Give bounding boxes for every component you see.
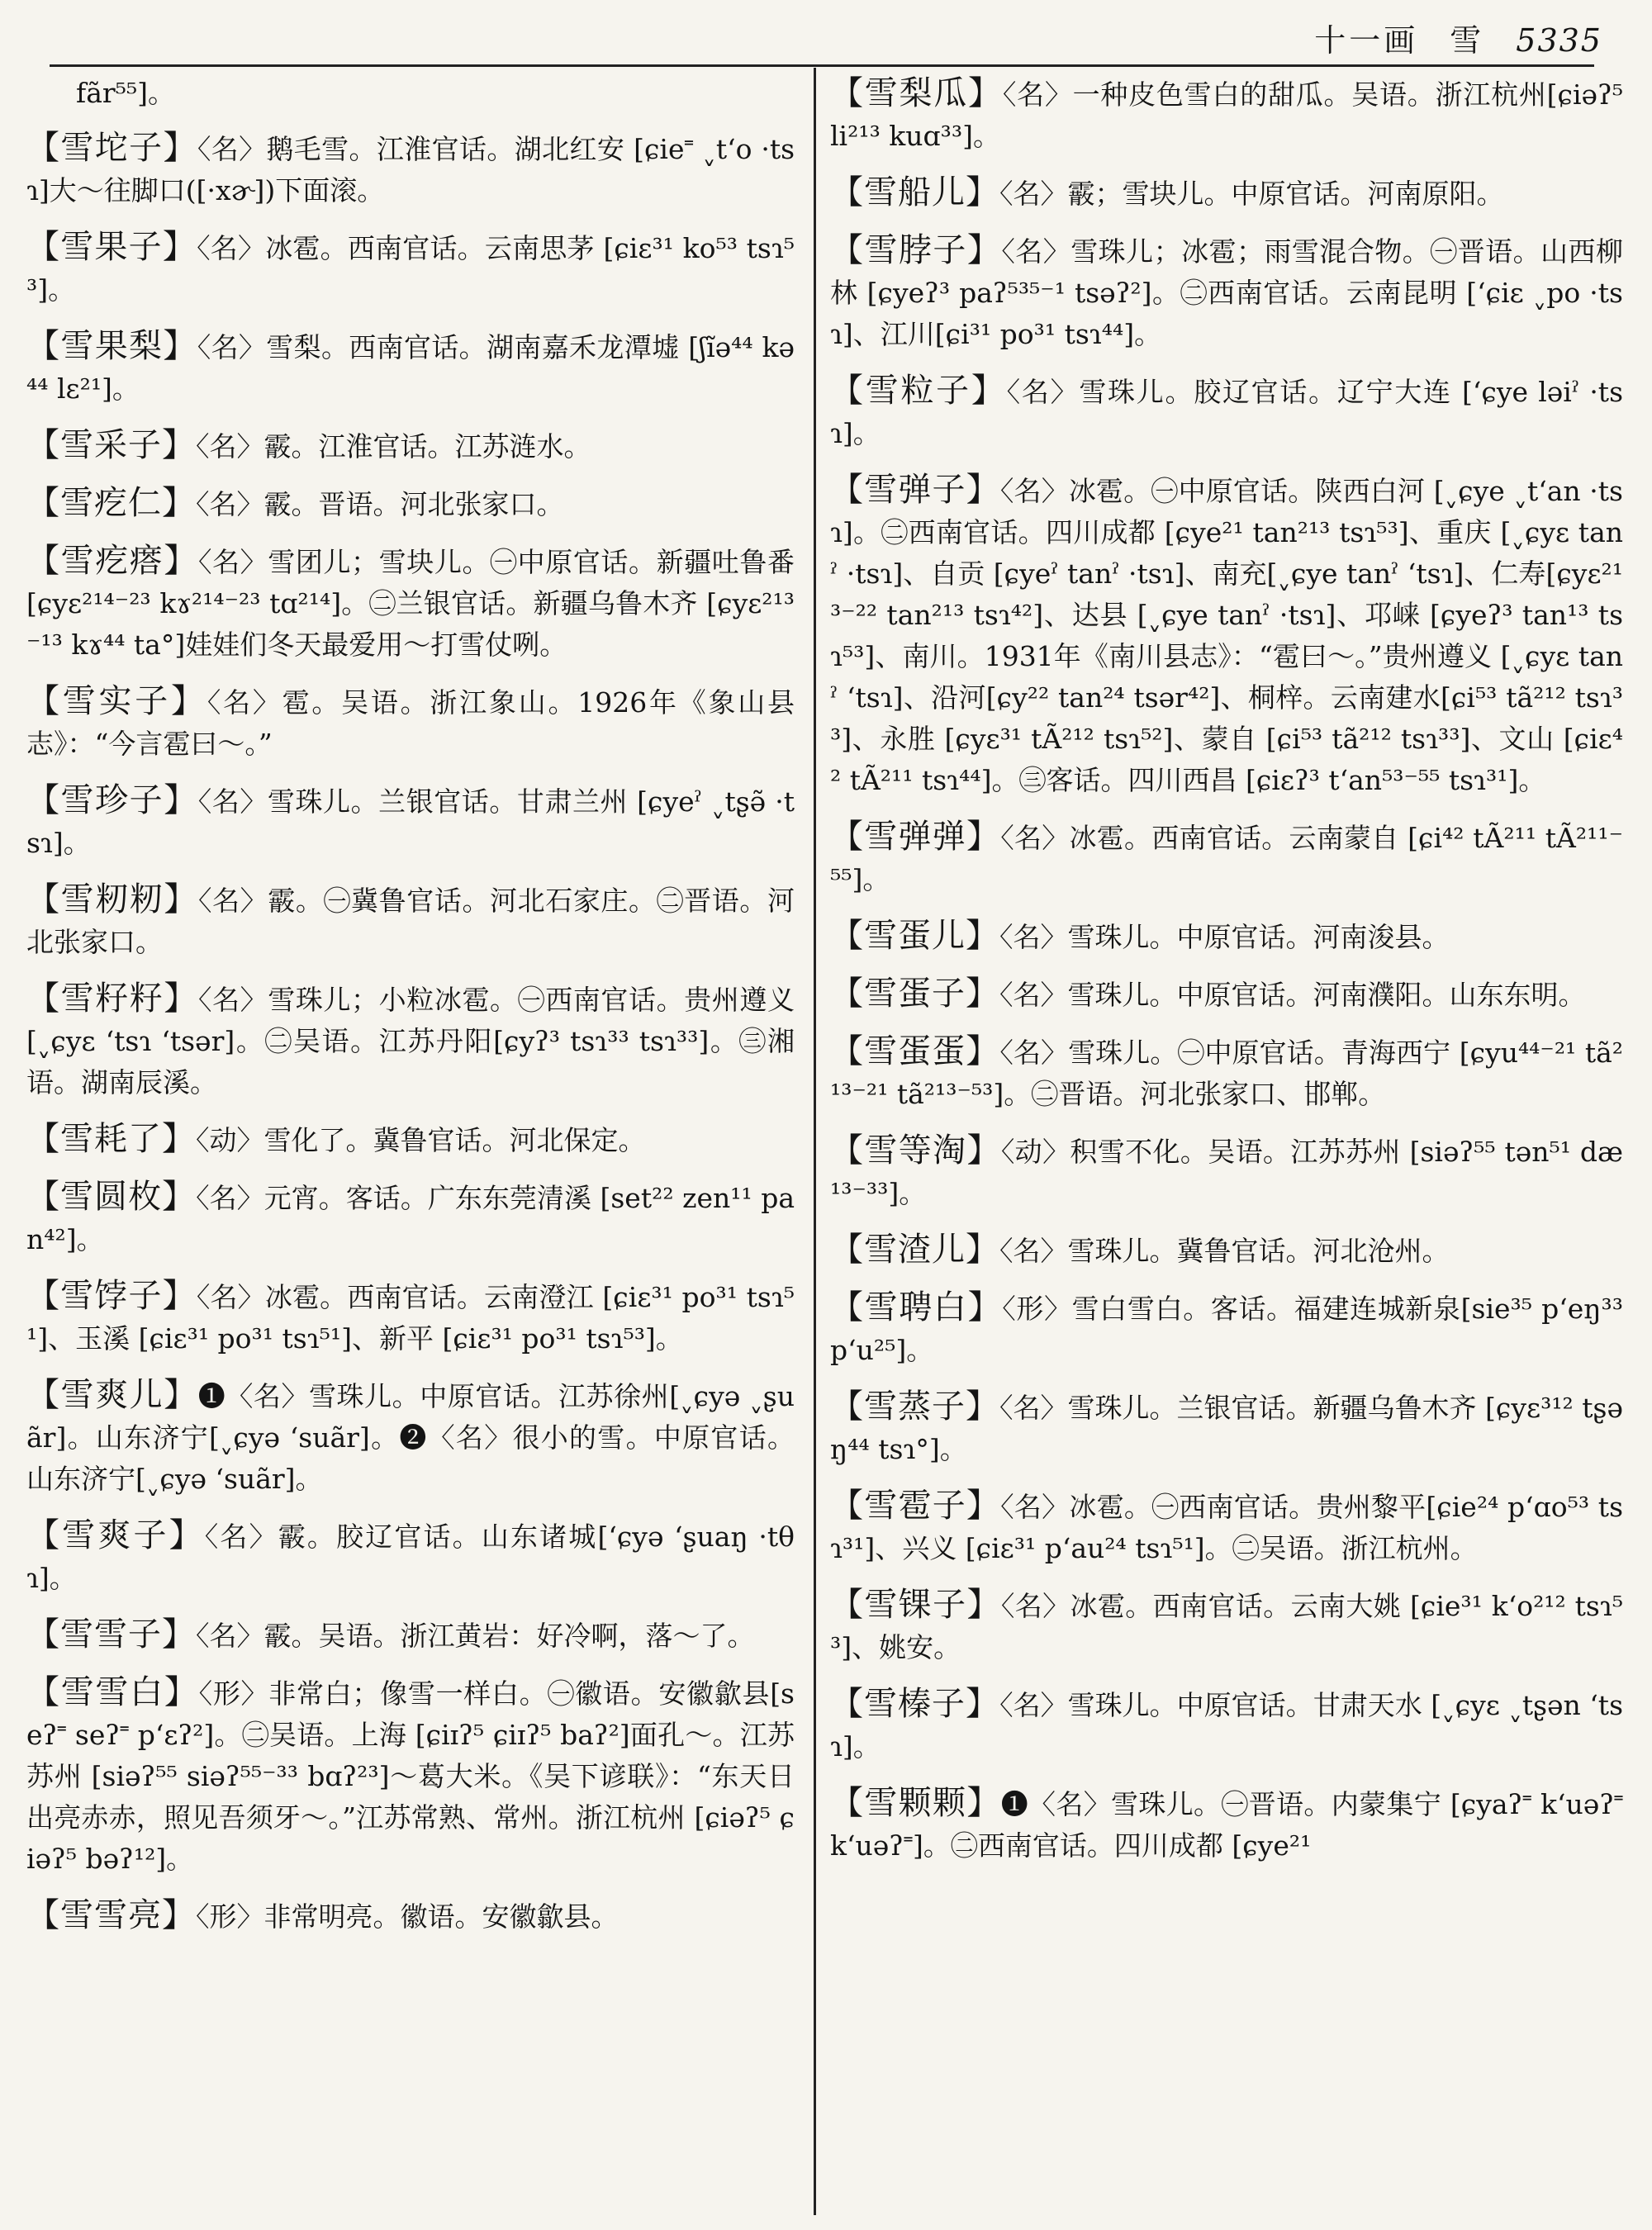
entry-headword: 【雪等淘】 [830,1132,1001,1170]
dictionary-entry [26,1176,795,1260]
entry-headword: 【雪弹弹】 [830,818,1001,856]
dictionary-entry [830,1683,1623,1767]
dictionary-entry [830,1386,1623,1470]
entry-headword: 【雪脖子】 [830,231,1002,269]
entry-definition: 〈形〉雪白雪白。客话。福建连城新泉[sie³⁵ p‘eŋ³³ p‘u²⁵]。 [830,1293,1623,1366]
entry-definition: 〈名〉霰；雪块儿。中原官话。河南原阳。 [999,178,1504,210]
entry-headword: 【雪珍子】 [26,781,198,819]
entry-headword: 【雪雹子】 [830,1487,1001,1525]
dictionary-entry [26,1515,795,1599]
entry-definition: 〈名〉冰雹。西南官话。云南澄江 [ɕiɛ³¹ po³¹ tsɿ⁵¹]、玉溪 [ɕiɛ³¹ po³¹ tsɿ⁵¹]、新平 [ɕiɛ³¹ po³¹ tsɿ⁵³]。 [26,1281,795,1355]
entry-headword: 【雪果子】 [26,228,197,266]
entry-definition: 〈名〉冰雹。㊀西南官话。贵州黎平[ɕie²⁴ p‘ɑo⁵³ tsɿ³¹]、兴义 [ɕiɛ³¹ p‘au²⁴ tsɿ⁵¹]。㊁吴语。浙江杭州。 [830,1491,1623,1564]
entry-definition: 〈名〉霰。吴语。浙江黄岩：好冷啊，落～了。 [196,1620,755,1652]
dictionary-entry [830,1229,1623,1272]
entry-definition: 〈名〉鹅毛雪。江淮官话。湖北红安 [ɕie˭ ˬt‘o ·tsɿ]大～往脚口([·xɚ])下面滚。 [26,133,795,206]
entry-definition: 〈名〉雹。吴语。浙江象山。1926年《象山县志》：“今言雹曰～。” [26,686,795,760]
dictionary-entry [830,370,1623,454]
dictionary-entry [26,879,795,963]
entry-definition: ❶〈名〉雪珠儿。㊀晋语。内蒙集宁 [ɕyaʔ˭ k‘uəʔ˭ k‘uəʔ˭]。㊁西南官话。四川成都 [ɕye²¹ [830,1788,1623,1862]
dictionary-entry [830,469,1623,801]
entry-definition: 〈名〉一种皮色雪白的甜瓜。吴语。浙江杭州[ɕiəʔ⁵ li²¹³ kuɑ³³]。 [830,78,1623,152]
dictionary-entry [830,73,1623,157]
dictionary-entry [830,1031,1623,1115]
entry-definition: 〈名〉冰雹。西南官话。云南大姚 [ɕie³¹ k‘o²¹² tsɿ⁵³]、姚安。 [830,1590,1623,1663]
entry-headword: 【雪爽子】 [26,1516,205,1554]
left-column [26,73,795,2222]
dictionary-entry [26,425,795,467]
entry-headword: 【雪雪亮】 [26,1896,196,1934]
entry-headword: 【雪渣儿】 [830,1231,999,1269]
entry-definition: 〈名〉雪团儿；雪块儿。㊀中原官话。新疆吐鲁番[ɕyɛ²¹⁴⁻²³ kɤ²¹⁴⁻²³ tɑ²¹⁴]。㊁兰银官话。新疆乌鲁木齐 [ɕyɛ²¹³⁻¹³ kɤ⁴⁴ ta°]娃娃们冬天最爱用～打雪仗咧。 [26,546,795,661]
entry-headword: 【雪采子】 [26,426,196,464]
entry-headword: 【雪实子】 [26,682,207,720]
entry-definition: 〈名〉元宵。客话。广东东莞清溪 [set²² zen¹¹ pan⁴²]。 [26,1182,795,1255]
entry-definition: 〈名〉雪珠儿。兰银官话。甘肃兰州 [ɕyeˀ ˬtʂə̃ ·tsɿ]。 [26,785,795,859]
entry-headword: 【雪雪白】 [26,1673,199,1711]
dictionary-entry [830,1485,1623,1569]
entry-headword: 【雪蛋蛋】 [830,1032,1000,1070]
entry-definition: 〈名〉霰。㊀冀鲁官话。河北石家庄。㊁晋语。河北张家口。 [26,885,795,958]
entry-headword: 【雪籾籾】 [26,880,198,918]
dictionary-entry [830,973,1623,1016]
entry-headword: 【雪榛子】 [830,1685,1000,1723]
entry-definition: 〈名〉雪珠儿。冀鲁官话。河北沧州。 [999,1235,1450,1267]
entry-definition: 〈动〉积雪不化。吴语。江苏苏州 [siəʔ⁵⁵ tən⁵¹ dæ¹³⁻³³]。 [830,1136,1623,1209]
dictionary-entry [830,1782,1623,1867]
dictionary-entry [26,1614,795,1657]
dictionary-entry [26,1672,795,1880]
dictionary-entry [26,978,795,1103]
entry-headword: 【雪饽子】 [26,1277,197,1315]
dictionary-entry [26,226,795,311]
entry-definition: 〈名〉雪珠儿；小粒冰雹。㊀西南官话。贵州遵义 [ˬɕyɛ ‘tsɿ ‘tsər]。㊁吴语。江苏丹阳[ɕyʔ³ tsɿ³³ tsɿ³³]。㊂湘语。湖南辰溪。 [26,984,795,1098]
dictionary-entry [26,127,795,211]
entry-headword: 【雪蛋子】 [830,975,999,1013]
entry-definition: 〈名〉霰。晋语。河北张家口。 [196,488,564,520]
entry-definition: ❶〈名〉雪珠儿。中原官话。江苏徐州[ˬɕyə ˬʂuãr]。山东济宁[ˬɕyə ‘suãr]。❷〈名〉很小的雪。中原官话。山东济宁[ˬɕyə ‘suãr]。 [26,1380,795,1495]
entry-headword: 【雪聘白】 [830,1288,1003,1326]
dictionary-entry [26,1118,795,1161]
entry-definition: 〈名〉冰雹。㊀中原官话。陕西白河 [ˬɕye ˬt‘an ·tsɿ]。㊁西南官话。四川成都 [ɕye²¹ tan²¹³ tsɿ⁵³]、重庆 [ˬɕyɛ tanˀ ·tsɿ]、自贡 [ɕyeˀ tanˀ ·tsɿ]、南充[ˬɕye tanˀ ‘tsɿ]、仁寿[ɕyɛ²¹³⁻²² tan²¹³ tsɿ⁴²]、达县 [ˬɕye tanˀ ·tsɿ]、邛崃 [ɕyeʔ³ tan¹³ tsɿ⁵³]、南川。1931年《南川县志》：“雹曰～。”贵州遵义 [ˬɕyɛ tanˀ ‘tsɿ]、沿河[ɕy²² tan²⁴ tsər⁴²]、桐梓。云南建水[ɕi⁵³ tã²¹² tsɿ³³]、永胜 [ɕyɛ³¹ tÃ²¹² tsɿ⁵²]、蒙自 [ɕi⁵³ tã²¹² tsɿ³³]、文山 [ɕiɛ⁴² tÃ²¹¹ tsɿ⁴⁴]。㊂客话。四川西昌 [ɕiɛʔ³ t‘an⁵³⁻⁵⁵ tsɿ³¹]。 [830,475,1623,796]
dictionary-entry [26,540,795,666]
header-section: 十一画 [1314,22,1419,59]
entry-headword: 【雪粒子】 [830,372,1007,410]
entry-definition: 〈名〉霰。胶辽官话。山东诸城[‘ɕyə ‘ʂuaŋ ·tθɿ]。 [26,1521,795,1594]
entry-definition: 〈名〉雪珠儿。中原官话。河南濮阳。山东东明。 [999,979,1586,1011]
page-header [50,15,1602,64]
dictionary-entry [830,1130,1623,1214]
dictionary-entry [26,1895,795,1938]
entry-headword: 【雪弹子】 [830,471,1000,509]
dictionary-entry [26,1275,795,1359]
entry-headword: 【雪爽儿】 [26,1376,198,1414]
dictionary-entry [26,681,795,765]
entry-headword: 【雪雪子】 [26,1616,196,1654]
dictionary-entry [26,1374,795,1500]
entry-headword: 【雪颗颗】 [830,1784,1001,1822]
dictionary-entry [26,482,795,525]
dictionary-entry [26,325,795,410]
entry-headword: 【雪圆枚】 [26,1178,197,1216]
entry-definition: 〈名〉雪珠儿。兰银官话。新疆乌鲁木齐 [ɕyɛ³¹² tʂəŋ⁴⁴ tsɿ°]。 [830,1392,1623,1465]
entry-headword: 【雪坨子】 [26,129,197,167]
dictionary-entry [830,1584,1623,1668]
entry-headword: 【雪蛋儿】 [830,917,999,955]
entry-definition: 〈形〉非常白；像雪一样白。㊀徽语。安徽歙县[seʔ˭ seʔ˭ p‘ɛʔ²]。㊁吴语。上海 [ɕiɪʔ⁵ ɕiɪʔ⁵ baʔ²]面孔～。江苏苏州 [siəʔ⁵⁵ siəʔ⁵⁵⁻³³ bɑʔ²³]～葛大米。《吴下谚联》：“东天日出亮赤赤，照见吾须牙～。”江苏常熟、常州。浙江杭州 [ɕiəʔ⁵ ɕiəʔ⁵ bəʔ¹²]。 [26,1677,795,1875]
dictionary-entry [830,1287,1623,1371]
entry-headword: 【雪锞子】 [830,1586,1001,1624]
entry-definition: 〈名〉冰雹。西南官话。云南思茅 [ɕiɛ³¹ ko⁵³ tsɿ⁵³]。 [26,232,795,306]
dictionary-entry [830,816,1623,900]
entry-definition: 〈动〉雪化了。冀鲁官话。河北保定。 [196,1124,646,1156]
dictionary-entry [830,915,1623,958]
entry-definition: 〈名〉雪珠儿；冰雹；雨雪混合物。㊀晋语。山西柳林 [ɕyeʔ³ paʔ⁵³⁵⁻¹ tsəʔ²]。㊁西南官话。云南昆明 [‘ɕiɛ ˬpo ·tsɿ]、江川[ɕi³¹ po³¹ tsɿ⁴⁴]。 [830,235,1623,350]
continuation-text: fãr⁵⁵]。 [76,77,175,109]
entry-headword: 【雪疙瘩】 [26,542,198,580]
dictionary-entry [830,230,1623,355]
entry-definition: 〈名〉雪珠儿。胶辽官话。辽宁大连 [‘ɕye ləiˀ ·tsɿ]。 [830,376,1623,449]
entry-definition: 〈名〉雪珠儿。中原官话。河南浚县。 [999,921,1450,953]
entry-headword: 【雪疙仁】 [26,484,196,522]
entry-definition: 〈名〉冰雹。西南官话。云南蒙自 [ɕi⁴² tÃ²¹¹ tÃ²¹¹⁻⁵⁵]。 [830,822,1623,895]
entry-definition: 〈形〉非常明亮。徽语。安徽歙县。 [196,1900,619,1933]
entry-definition: 〈名〉雪珠儿。㊀中原官话。青海西宁 [ɕyu⁴⁴⁻²¹ tã²¹³⁻²¹ tã²¹³⁻⁵³]。㊁晋语。河北张家口、邯郸。 [830,1037,1623,1110]
right-column [830,73,1623,2222]
entry-headword: 【雪蒸子】 [830,1388,999,1426]
entry-headword: 【雪籽籽】 [26,980,198,1018]
entry-headword: 【雪果梨】 [26,327,197,365]
entry-headword: 【雪梨瓜】 [830,74,1003,112]
header-char: 雪 [1450,22,1485,59]
column-divider [814,68,816,2215]
dictionary-entry [830,172,1623,215]
header-rule [50,64,1594,67]
right-entry-list [830,73,1623,1867]
entry-definition: 〈名〉雪珠儿。中原官话。甘肃天水 [ˬɕyɛ ˬtʂən ‘tsɿ]。 [830,1689,1623,1763]
left-entry-list [26,127,795,1938]
dictionary-entry [26,780,795,864]
entry-definition: 〈名〉霰。江淮官话。江苏涟水。 [196,430,591,463]
entry-definition: 〈名〉雪梨。西南官话。湖南嘉禾龙潭墟 [ʃĩə⁴⁴ kə⁴⁴ lɛ²¹]。 [26,331,795,405]
entry-headword: 【雪耗了】 [26,1120,196,1158]
page-number: 5335 [1516,22,1602,59]
entry-headword: 【雪船儿】 [830,173,999,211]
